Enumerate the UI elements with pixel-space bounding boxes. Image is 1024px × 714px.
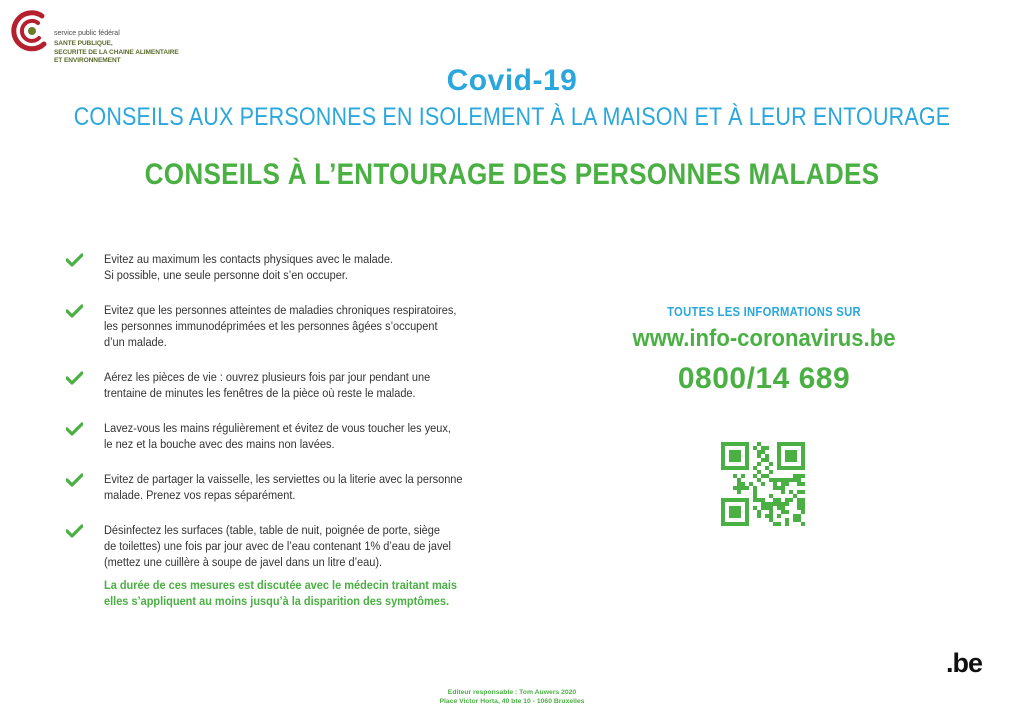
checkmark-icon [66,524,83,538]
section-heading: CONSEILS À L’ENTOURAGE DES PERSONNES MALADES [144,158,880,191]
footer-editor: Editeur responsable : Tom Auwers 2020 [447,689,577,696]
tip-text: Lavez-vous les mains régulièrement et évitez de vous toucher les yeux, le nez et la bouche avec des mains non lavées. [104,421,451,451]
checkmark-icon [66,422,83,436]
tips-list [66,251,496,589]
logo-line: ET ENVIRONNEMENT [54,57,121,64]
logo-line: SECURITE DE LA CHAINE ALIMENTAIRE [54,48,179,56]
spf-logo-mark [8,8,52,52]
info-label: TOUTES LES INFORMATIONS SUR [667,305,861,319]
footer-address: Place Victor Horta, 40 bte 10 - 1060 Bruxelles [439,698,585,705]
checkmark-icon [66,473,83,487]
tip-text: Aérez les pièces de vie : ouvrez plusieurs fois par jour pendant une trentaine de minutes les fenêtres de la pièce où reste le malade. [104,370,431,400]
info-phone-number: 0800/14 689 [677,362,851,395]
tip-item [66,522,496,570]
page-title: Covid-19 [446,64,578,97]
tip-text: Désinfectez les surfaces (table, table de nuit, poignée de porte, siège de toilettes) une fois par jour avec de l’eau contenant 1% d’eau de javel (mettez une cuillère à soupe de javel dans un litre d’eau). [104,523,451,569]
logo-service-text: service public fédéral [54,30,120,37]
tip-item [66,471,496,503]
duration-note: La durée de ces mesures est discutée avec le médecin traitant mais elles s’appliquent au moins jusqu’à la disparition des symptômes. [104,578,458,608]
info-website-link[interactable]: www.info-coronavirus.be [632,325,896,352]
tip-text: Evitez de partager la vaisselle, les serviettes ou la literie avec la personne malade. Prenez vos repas séparément. [104,472,463,502]
tip-item [66,420,496,452]
be-logo: .be [946,648,983,678]
checkmark-icon [66,304,83,318]
tip-item [66,251,496,283]
checkmark-icon [66,371,83,385]
logo-name [54,40,179,66]
tip-text: Evitez que les personnes atteintes de maladies chroniques respiratoires, les personnes immunodéprimées et les personnes âgées s’occupent d’un malade. [104,303,457,349]
qr-code-icon [721,442,805,526]
tip-text: Evitez au maximum les contacts physiques avec le malade. Si possible, une seule personne doit s’en occuper. [104,252,393,282]
logo-line: SANTE PUBLIQUE, [54,40,113,47]
checkmark-icon [66,253,83,267]
tip-item [66,369,496,401]
tip-item [66,302,496,350]
page-subtitle: CONSEILS AUX PERSONNES EN ISOLEMENT À LA MAISON ET À LEUR ENTOURAGE [73,103,951,131]
footer [0,688,1024,706]
